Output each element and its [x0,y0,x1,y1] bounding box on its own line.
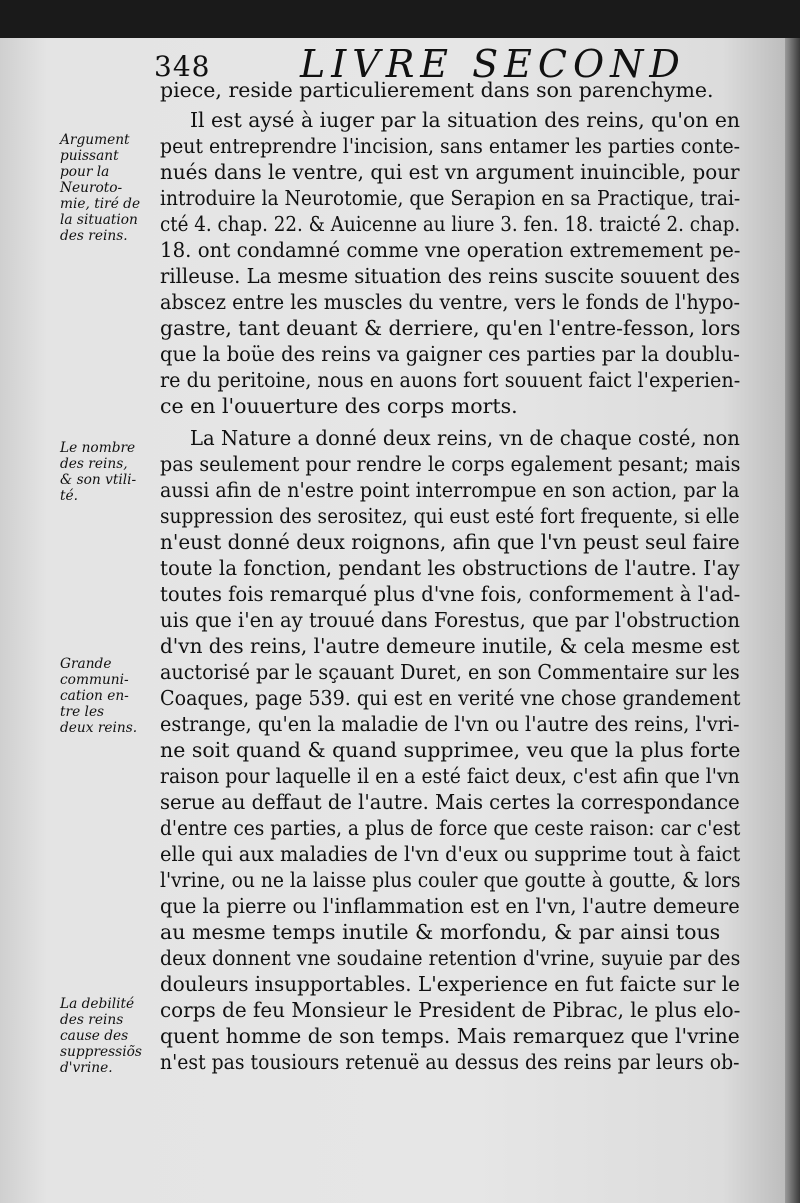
text-line: gastre, tant deuant & derriere, qu'en l'entre-fesson, lors [160,316,741,340]
running-title: LIVRE SECOND [300,42,686,86]
text-line: n'est pas tousiours retenuë au dessus des reins par leurs ob- [160,1050,740,1074]
text-line: Il est aysé à iuger par la situation des reins, qu'on en [190,108,741,132]
text-line: elle qui aux maladies de l'vn d'eux ou supprime tout à faict [160,842,741,866]
text-line: d'vn des reins, l'autre demeure inutile, & cela mesme est [160,634,740,658]
text-line: aussi afin de n'estre point interrompue en son action, par la [160,478,740,502]
text-line: introduire la Neurotomie, que Serapion en sa Practique, trai- [160,186,741,210]
text-line: estrange, qu'en la maladie de l'vn ou l'autre des reins, l'vri- [160,712,740,736]
text-line: quent homme de son temps. Mais remarquez que l'vrine [160,1024,740,1048]
page-edge [785,38,800,1203]
text-line: rilleuse. La mesme situation des reins suscite souuent des [160,264,740,288]
margin-note: Le nombre des reins, & son vtili- té. [60,440,137,504]
text-line: serue au deffaut de l'autre. Mais certes la correspondance [160,790,740,814]
text-line: La Nature a donné deux reins, vn de chaque costé, non [190,426,740,450]
margin-note: La debilité des reins cause des suppressiõs d'vrine. [60,996,142,1076]
text-line: piece, reside particulierement dans son parenchyme. [160,78,714,102]
text-line: re du peritoine, nous en auons fort souuent faict l'experien- [160,368,741,392]
text-line: auctorisé par le sçauant Duret, en son Commentaire sur les [160,660,740,684]
text-line: au mesme temps inutile & morfondu, & par ainsi tous [160,920,721,944]
text-line: abscez entre les muscles du ventre, vers le fonds de l'hypo- [160,290,741,314]
page-number: 348 [154,50,211,83]
text-line: cté 4. chap. 22. & Auicenne au liure 3. fen. 18. traicté 2. chap. [160,212,741,236]
text-line: suppression des serositez, qui eust esté fort frequente, si elle [160,504,740,528]
text-line: n'eust donné deux roignons, afin que l'vn peust seul faire [160,530,740,554]
text-line: corps de feu Monsieur le President de Pibrac, le plus elo- [160,998,741,1022]
text-line: uis que i'en ay trouué dans Forestus, que par l'obstruction [160,608,740,632]
text-line: que la pierre ou l'inflammation est en l'vn, l'autre demeure [160,894,740,918]
text-line: peut entreprendre l'incision, sans entamer les parties conte- [160,134,741,158]
text-line: douleurs insupportables. L'experience en fut faicte sur le [160,972,740,996]
text-line: raison pour laquelle il en a esté faict deux, c'est afin que l'vn [160,764,740,788]
text-line: d'entre ces parties, a plus de force que ceste raison: car c'est [160,816,741,840]
text-line: Coaques, page 539. qui est en verité vne chose grandement [160,686,741,710]
text-line: toute la fonction, pendant les obstructions de l'autre. I'ay [160,556,740,580]
text-line: l'vrine, ou ne la laisse plus couler que goutte à goutte, & lors [160,868,741,892]
text-line: ce en l'ouuerture des corps morts. [160,394,518,418]
page-header [150,42,790,86]
margin-note: Grande communi- cation en- tre les deux reins. [60,656,138,736]
text-line: que la boüe des reins va gaigner ces parties par la doublu- [160,342,740,366]
text-line: 18. ont condamné comme vne operation extremement pe- [160,238,741,262]
text-line: ne soit quand & quand supprimee, veu que la plus forte [160,738,741,762]
text-line: toutes fois remarqué plus d'vne fois, conformement à l'ad- [160,582,741,606]
text-line: deux donnent vne soudaine retention d'vrine, suyuie par des [160,946,741,970]
text-line: pas seulement pour rendre le corps egalement pesant; mais [160,452,741,476]
margin-note: Argument puissant pour la Neuroto- mie, tiré de la situation des reins. [60,132,141,244]
text-line: nués dans le ventre, qui est vn argument inuincible, pour [160,160,740,184]
